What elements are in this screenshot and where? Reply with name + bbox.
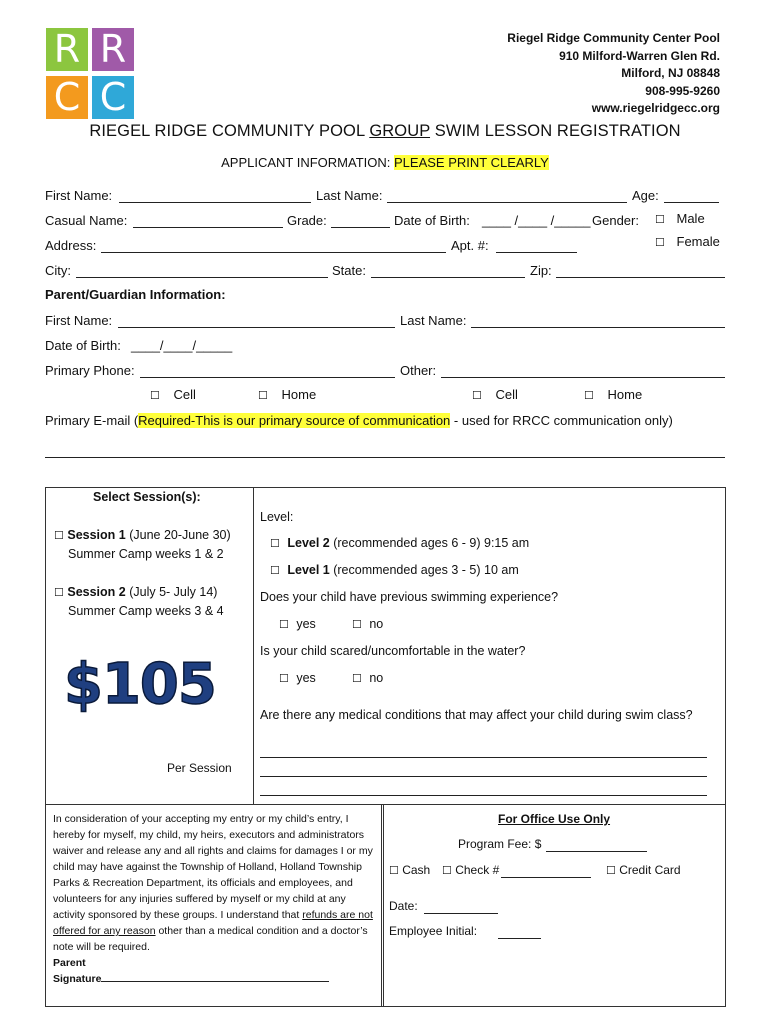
- state-label: State:: [332, 263, 366, 278]
- session-divider: [253, 488, 254, 804]
- experience-question: Does your child have previous swimming experience?: [260, 590, 559, 604]
- subtitle-label: APPLICANT INFORMATION:: [221, 155, 394, 170]
- cash-checkbox[interactable]: ☐: [389, 865, 399, 877]
- experience-yes-label: yes: [296, 617, 316, 631]
- level-2-option[interactable]: [270, 536, 529, 550]
- logo-letter-r1: R: [46, 28, 88, 71]
- experience-no-option[interactable]: [352, 617, 383, 631]
- waiver-refund-note: refunds are not offered for any reason: [53, 909, 373, 937]
- cash-option[interactable]: [389, 863, 430, 877]
- guardian-dob-field[interactable]: ____/____/_____: [131, 338, 233, 353]
- other-home-label: Home: [607, 387, 643, 402]
- org-city: Milford, NJ 08848: [621, 66, 720, 80]
- signature-label: Signature: [53, 973, 102, 985]
- scared-no-label: no: [369, 671, 384, 685]
- level-2-checkbox[interactable]: ☐: [270, 538, 280, 550]
- session-1-weeks: Summer Camp weeks 1 & 2: [68, 547, 224, 561]
- rrcc-logo: [46, 28, 134, 119]
- first-name-label: First Name:: [45, 188, 113, 203]
- apt-field[interactable]: [496, 252, 577, 253]
- org-name: Riegel Ridge Community Center Pool: [507, 31, 720, 45]
- email-suffix: - used for RRCC communication only): [450, 413, 673, 428]
- level-label: Level:: [260, 510, 294, 524]
- medical-answer-line-2[interactable]: [260, 776, 707, 777]
- per-session-label: Per Session: [167, 761, 232, 775]
- age-label: Age:: [632, 188, 659, 203]
- grade-label: Grade:: [287, 213, 327, 228]
- other-cell-option[interactable]: [472, 387, 518, 402]
- session-2-dates: (July 5- July 14): [125, 585, 218, 599]
- office-date-field[interactable]: [424, 913, 498, 914]
- level-2-desc: (recommended ages 6 - 9) 9:15 am: [329, 536, 530, 550]
- cash-label: Cash: [402, 863, 431, 877]
- male-option[interactable]: [655, 211, 705, 226]
- casual-name-label: Casual Name:: [45, 213, 128, 228]
- guardian-first-name-label: First Name:: [45, 313, 113, 328]
- check-label: Check #: [455, 863, 500, 877]
- parent-label: Parent: [53, 957, 86, 969]
- title-part1: RIEGEL RIDGE COMMUNITY POOL: [89, 122, 370, 140]
- female-label: Female: [676, 234, 720, 249]
- guardian-heading: Parent/Guardian Information:: [45, 287, 226, 302]
- level-2-title: Level 2: [287, 536, 330, 550]
- level-1-title: Level 1: [287, 563, 330, 577]
- logo-letter-c1: C: [46, 76, 88, 119]
- primary-home-option[interactable]: [258, 387, 316, 402]
- applicant-info-heading: [0, 155, 770, 170]
- state-field[interactable]: [371, 277, 525, 278]
- email-label: [45, 413, 673, 428]
- check-number-field[interactable]: [501, 877, 591, 878]
- scared-yes-checkbox[interactable]: ☐: [279, 673, 289, 685]
- session-2-weeks: Summer Camp weeks 3 & 4: [68, 604, 224, 618]
- level-1-checkbox[interactable]: ☐: [270, 565, 280, 577]
- email-prefix: Primary E-mail (: [45, 413, 139, 428]
- primary-cell-option[interactable]: [150, 387, 196, 402]
- age-field[interactable]: [664, 202, 719, 203]
- experience-yes-option[interactable]: [279, 617, 316, 631]
- session-1-checkbox[interactable]: ☐: [54, 530, 64, 542]
- office-date-label: Date:: [389, 899, 418, 913]
- employee-initial-label: Employee Initial:: [389, 924, 478, 938]
- scared-question: Is your child scared/uncomfortable in the water?: [260, 644, 526, 658]
- zip-field[interactable]: [556, 277, 725, 278]
- casual-name-field[interactable]: [133, 227, 283, 228]
- apt-label: Apt. #:: [451, 238, 489, 253]
- program-fee-field[interactable]: [546, 851, 647, 852]
- city-field[interactable]: [76, 277, 328, 278]
- price-amount: $105: [64, 652, 216, 717]
- logo-letter-c2: C: [92, 76, 134, 119]
- female-checkbox[interactable]: ☐: [655, 237, 665, 249]
- guardian-first-name-field[interactable]: [118, 327, 395, 328]
- experience-no-label: no: [369, 617, 384, 631]
- address-label: Address:: [45, 238, 97, 253]
- guardian-last-name-field[interactable]: [471, 327, 725, 328]
- waiver-text-part2: other than a medical condition and a doctor’s note will be required.: [53, 925, 368, 953]
- male-label: Male: [676, 211, 705, 226]
- office-use-heading: For Office Use Only: [498, 812, 611, 826]
- primary-phone-field[interactable]: [140, 377, 395, 378]
- waiver-text-part1: In consideration of your accepting my entry or my child’s entry, I hereby for myself, my child, my heirs, executors and administrators waiver and release any and all rights and claims for damages I or my child may have against the Township of Holland, Holland Township Parks & Recreation Department, its officials and employees, and volunteers for any injuries suffered by myself or my child at any activity sponsored by these groups. I understand that: [53, 813, 373, 921]
- session-2-checkbox[interactable]: ☐: [54, 587, 64, 599]
- check-option[interactable]: [442, 863, 499, 877]
- session-2-title: Session 2: [67, 585, 126, 599]
- session-1-title: Session 1: [67, 528, 126, 542]
- scared-no-option[interactable]: [352, 671, 383, 685]
- title-part3: SWIM LESSON REGISTRATION: [430, 122, 681, 140]
- experience-yes-checkbox[interactable]: ☐: [279, 619, 289, 631]
- print-clearly-note: PLEASE PRINT CLEARLY: [394, 155, 549, 170]
- primary-cell-label: Cell: [173, 387, 196, 402]
- other-cell-checkbox[interactable]: ☐: [472, 390, 482, 402]
- primary-cell-checkbox[interactable]: ☐: [150, 390, 160, 402]
- org-phone: 908-995-9260: [645, 83, 720, 98]
- signature-field[interactable]: [101, 981, 329, 982]
- email-field[interactable]: [45, 457, 725, 458]
- grade-field[interactable]: [331, 227, 390, 228]
- credit-card-checkbox[interactable]: ☐: [606, 865, 616, 877]
- primary-home-label: Home: [281, 387, 317, 402]
- email-required-note: Required-This is our primary source of communication: [138, 413, 451, 428]
- city-label: City:: [45, 263, 71, 278]
- zip-label: Zip:: [530, 263, 552, 278]
- first-name-field[interactable]: [119, 202, 311, 203]
- level-1-option[interactable]: [270, 563, 519, 577]
- title-group: GROUP: [369, 122, 431, 140]
- credit-card-option[interactable]: [606, 863, 681, 877]
- scared-yes-label: yes: [296, 671, 316, 685]
- other-phone-label: Other:: [400, 363, 437, 378]
- male-checkbox[interactable]: ☐: [655, 214, 665, 226]
- session-1-dates: (June 20-June 30): [125, 528, 231, 542]
- medical-answer-line-3[interactable]: [260, 795, 707, 796]
- medical-answer-line-1[interactable]: [260, 757, 707, 758]
- gender-label: Gender:: [592, 213, 639, 228]
- signature-row: [53, 971, 378, 987]
- scared-no-checkbox[interactable]: ☐: [352, 673, 362, 685]
- waiver-text: [53, 811, 378, 987]
- medical-question: Are there any medical conditions that may affect your child during swim class?: [260, 708, 693, 722]
- primary-home-checkbox[interactable]: ☐: [258, 390, 268, 402]
- other-home-checkbox[interactable]: ☐: [584, 390, 594, 402]
- female-option[interactable]: [655, 234, 720, 249]
- other-phone-field[interactable]: [441, 377, 725, 378]
- last-name-label: Last Name:: [316, 188, 383, 203]
- guardian-dob-label: Date of Birth:: [45, 338, 121, 353]
- scared-yes-option[interactable]: [279, 671, 316, 685]
- check-checkbox[interactable]: ☐: [442, 865, 452, 877]
- organization-address: [507, 30, 720, 118]
- dob-field[interactable]: ____ /____ /_____: [482, 213, 591, 228]
- office-use-box: [381, 804, 726, 1007]
- dob-label: Date of Birth:: [394, 213, 470, 228]
- primary-phone-label: Primary Phone:: [45, 363, 135, 378]
- address-field[interactable]: [101, 252, 446, 253]
- other-home-option[interactable]: [584, 387, 642, 402]
- session-1-option[interactable]: [54, 528, 231, 542]
- logo-letter-r2: R: [92, 28, 134, 71]
- session-2-option[interactable]: [54, 585, 217, 599]
- other-cell-label: Cell: [495, 387, 518, 402]
- org-website[interactable]: www.riegelridgecc.org: [591, 101, 720, 115]
- level-1-desc: (recommended ages 3 - 5) 10 am: [329, 563, 519, 577]
- guardian-last-name-label: Last Name:: [400, 313, 467, 328]
- last-name-field[interactable]: [387, 202, 627, 203]
- program-fee-label: Program Fee: $: [458, 837, 542, 851]
- experience-no-checkbox[interactable]: ☐: [352, 619, 362, 631]
- credit-card-label: Credit Card: [619, 863, 681, 877]
- org-street: 910 Milford-Warren Glen Rd.: [559, 48, 720, 63]
- form-title: [0, 122, 770, 141]
- employee-initial-field[interactable]: [498, 938, 541, 939]
- select-session-heading: Select Session(s):: [93, 490, 201, 504]
